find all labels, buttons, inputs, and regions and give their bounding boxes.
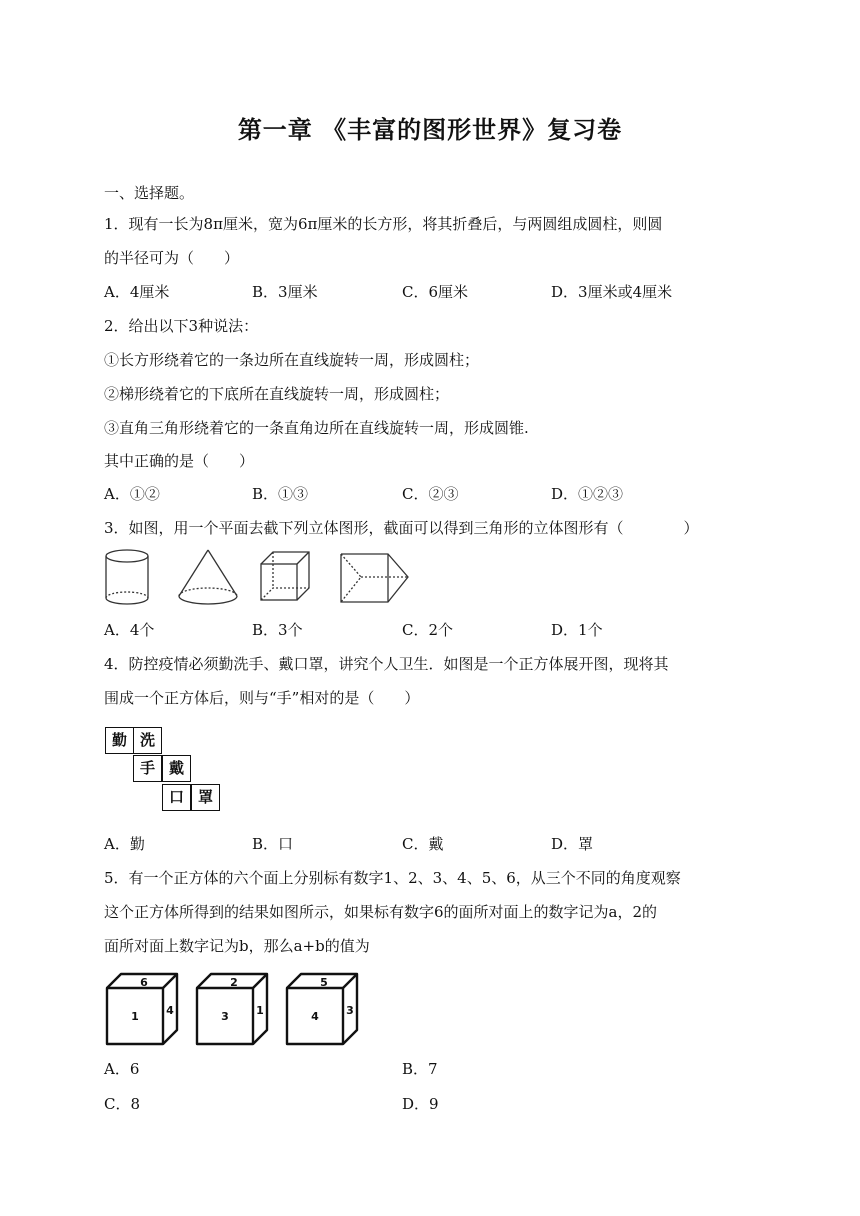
q4-option-c: C．戴 bbox=[402, 835, 444, 853]
q5-stem-line1: 5．有一个正方体的六个面上分别标有数字1、2、3、4、5、6，从三个不同的角度观察 bbox=[104, 869, 681, 887]
cube-figure bbox=[261, 552, 309, 600]
solid-figures bbox=[100, 546, 420, 612]
q4-option-b: B．口 bbox=[252, 835, 294, 853]
q2-option-d: D．①②③ bbox=[551, 485, 624, 503]
cube1-top-number: 6 bbox=[140, 976, 148, 989]
q1-option-d: D．3厘米或4厘米 bbox=[551, 283, 673, 301]
cube2-front-number: 3 bbox=[221, 1010, 229, 1023]
prism-figure bbox=[341, 554, 408, 602]
q2-item-2: ②梯形绕着它的下底所在直线旋转一周，形成圆柱； bbox=[104, 385, 450, 403]
cone-figure bbox=[179, 550, 237, 604]
q5-option-a: A．6 bbox=[104, 1060, 140, 1078]
q1-option-c: C．6厘米 bbox=[402, 283, 469, 301]
cube3-front-number: 4 bbox=[311, 1010, 319, 1023]
q2-item-3: ③直角三角形绕着它的一条直角边所在直线旋转一周，形成圆锥. bbox=[104, 419, 529, 437]
q5-option-d: D．9 bbox=[402, 1095, 439, 1113]
cube3-top-number: 5 bbox=[320, 976, 328, 989]
q2-item-1: ①长方形绕着它的一条边所在直线旋转一周，形成圆柱； bbox=[104, 351, 480, 369]
q2-option-c: C．②③ bbox=[402, 485, 459, 503]
q5-stem-line3: 面所对面上数字记为b，那么a+b的值为 bbox=[104, 937, 370, 955]
cylinder-figure bbox=[106, 550, 148, 604]
q5-option-b: B．7 bbox=[402, 1060, 438, 1078]
q2-option-a: A．①② bbox=[104, 485, 160, 503]
q5-stem-line2: 这个正方体所得到的结果如图所示，如果标有数字6的面所对面上的数字记为a，2的 bbox=[104, 903, 658, 921]
q2-stem: 2．给出以下3种说法： bbox=[104, 317, 259, 335]
q3-stem: 3．如图，用一个平面去截下列立体图形，截面可以得到三角形的立体图形有（ ） bbox=[104, 519, 699, 537]
q2-option-b: B．①③ bbox=[252, 485, 309, 503]
net-cell: 洗 bbox=[133, 727, 162, 754]
net-cell: 罩 bbox=[191, 784, 220, 811]
dice-figures bbox=[104, 972, 364, 1048]
q4-stem-line2: 围成一个正方体后，则与“手”相对的是（ ） bbox=[104, 689, 420, 707]
cube1-side-number: 4 bbox=[166, 1004, 174, 1017]
q1-stem-line2: 的半径可为（ ） bbox=[104, 249, 240, 267]
q1-option-b: B．3厘米 bbox=[252, 283, 318, 301]
cube3-side-number: 3 bbox=[346, 1004, 354, 1017]
net-cell: 口 bbox=[162, 784, 191, 811]
cube2-top-number: 2 bbox=[230, 976, 238, 989]
cube1-front-number: 1 bbox=[131, 1010, 139, 1023]
section-heading: 一、选择题。 bbox=[104, 184, 195, 202]
q4-option-a: A．勤 bbox=[104, 835, 145, 853]
cube2-side-number: 1 bbox=[256, 1004, 264, 1017]
net-cell: 手 bbox=[133, 755, 162, 782]
q1-stem-line1: 1．现有一长为8π厘米，宽为6π厘米的长方形，将其折叠后，与两圆组成圆柱，则圆 bbox=[104, 215, 663, 233]
page-title: 第一章 《丰富的图形世界》复习卷 bbox=[237, 116, 623, 144]
net-cell: 戴 bbox=[162, 755, 191, 782]
q5-option-c: C．8 bbox=[104, 1095, 141, 1113]
q3-option-c: C．2个 bbox=[402, 621, 454, 639]
q3-option-d: D．1个 bbox=[551, 621, 603, 639]
q3-option-a: A．4个 bbox=[104, 621, 155, 639]
q2-ask: 其中正确的是（ ） bbox=[104, 452, 255, 470]
q1-option-a: A．4厘米 bbox=[104, 283, 170, 301]
q4-option-d: D．罩 bbox=[551, 835, 594, 853]
net-cell: 勤 bbox=[105, 727, 134, 754]
q4-stem-line1: 4．防控疫情必须勤洗手、戴口罩，讲究个人卫生．如图是一个正方体展开图，现将其 bbox=[104, 655, 669, 673]
q3-option-b: B．3个 bbox=[252, 621, 303, 639]
